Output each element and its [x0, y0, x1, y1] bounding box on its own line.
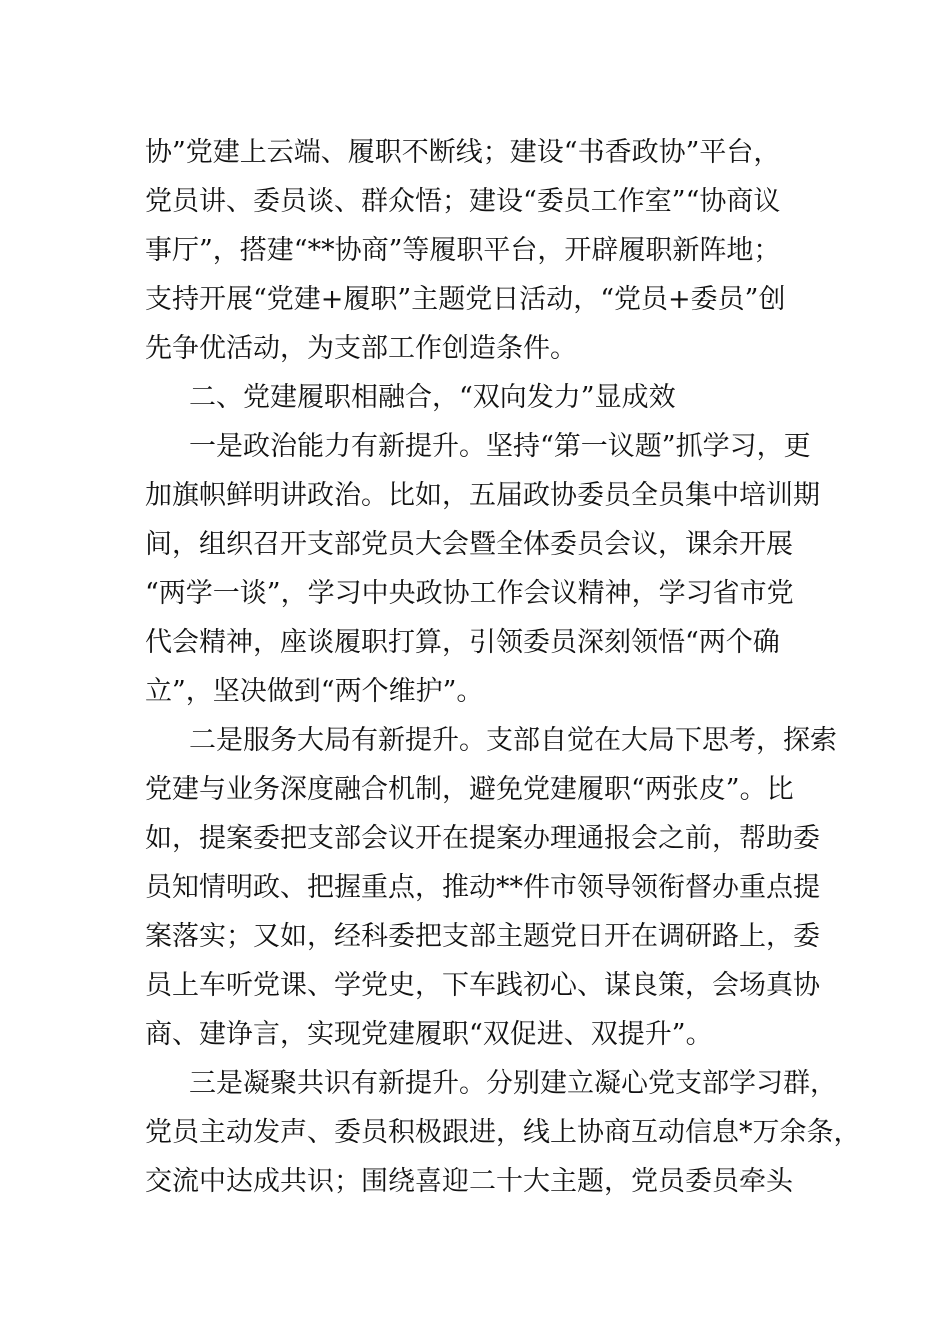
paragraph-serve-overall — [145, 716, 837, 1059]
text-line: 案落实；又如，经科委把支部主题党日开在调研路上，委 — [145, 921, 820, 952]
text-line: 党员讲、委员谈、群众悟；建设“委员工作室”“协商议 — [145, 186, 781, 217]
text-line: 代会精神，座谈履职打算，引领委员深刻领悟“两个确 — [145, 627, 780, 658]
paragraph-political-ability — [145, 422, 825, 716]
text-line: 先争优活动，为支部工作创造条件。 — [145, 333, 577, 364]
text-line: 党员主动发声、委员积极跟进，线上协商互动信息*万余条， — [145, 1117, 861, 1148]
text-line: 事厅”，搭建“**协商”等履职平台，开辟履职新阵地； — [145, 235, 781, 266]
text-line: 员知情明政、把握重点，推动**件市领导领衔督办重点提 — [145, 872, 820, 903]
text-line: 立”，坚决做到“两个维护”。 — [145, 676, 484, 707]
text-line: 支持开展“党建+履职”主题党日活动，“党员+委员”创 — [145, 284, 786, 315]
paragraph-continuation — [145, 128, 825, 373]
text-line-first: 一是政治能力有新提升。坚持“第一议题”抓学习，更 — [189, 431, 811, 462]
text-line: 党建与业务深度融合机制，避免党建履职“两张皮”。比 — [145, 774, 794, 805]
document-body — [145, 128, 861, 1206]
text-line: “两学一谈”，学习中央政协工作会议精神，学习省市党 — [145, 578, 794, 609]
text-line: 如，提案委把支部会议开在提案办理通报会之前，帮助委 — [145, 823, 820, 854]
text-line: 协”党建上云端、履职不断线；建设“书香政协”平台， — [145, 137, 781, 168]
text-line-first: 三是凝聚共识有新提升。分别建立凝心党支部学习群， — [189, 1068, 837, 1099]
text-line: 交流中达成共识；围绕喜迎二十大主题，党员委员牵头 — [145, 1166, 793, 1197]
text-line-first: 二是服务大局有新提升。支部自觉在大局下思考，探索 — [189, 725, 837, 756]
text-line: 员上车听党课、学党史，下车践初心、谋良策，会场真协 — [145, 970, 820, 1001]
text-line: 商、建诤言，实现党建履职“双促进、双提升”。 — [145, 1019, 713, 1050]
text-line: 间，组织召开支部党员大会暨全体委员会议，课余开展 — [145, 529, 793, 560]
section-heading — [145, 373, 825, 422]
text-line: 加旗帜鲜明讲政治。比如，五届政协委员全员集中培训期 — [145, 480, 820, 511]
heading-line: 二、党建履职相融合，“双向发力”显成效 — [189, 382, 676, 413]
paragraph-consensus — [145, 1059, 861, 1206]
